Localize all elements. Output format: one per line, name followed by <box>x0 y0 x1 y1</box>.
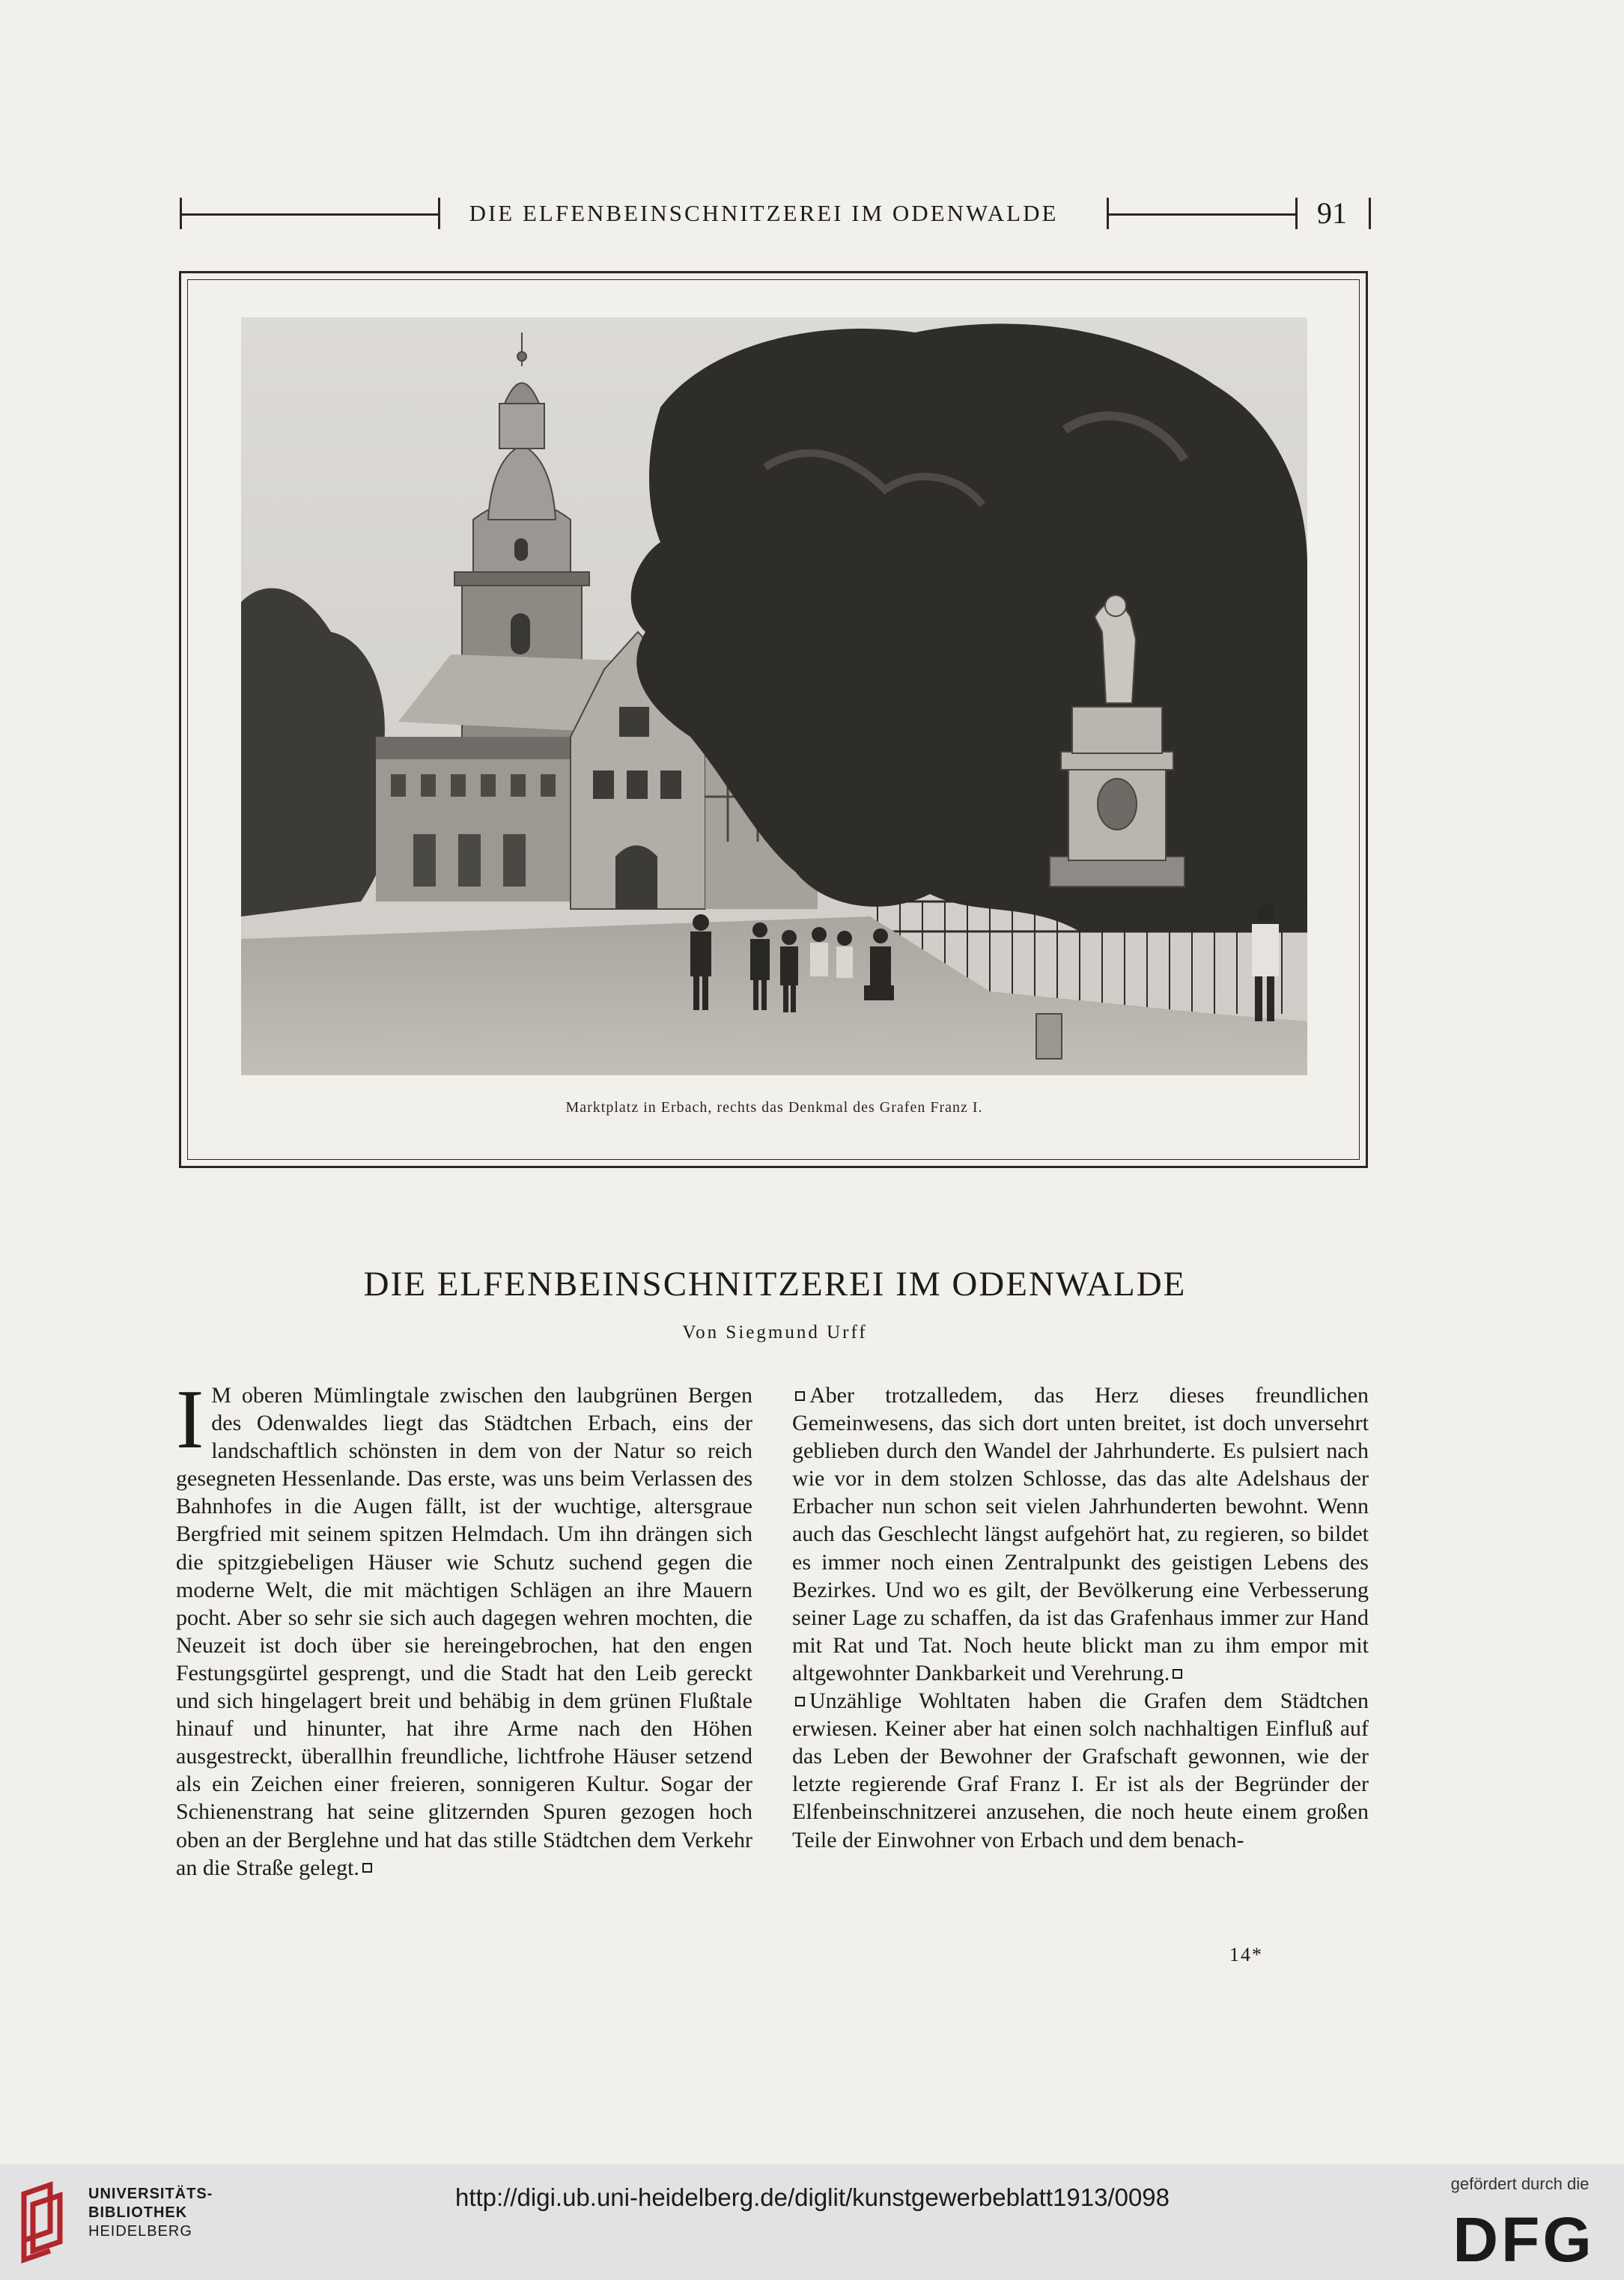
right-paragraph-1 <box>792 1381 1369 1687</box>
source-url-link[interactable]: http://digi.ub.uni-heidelberg.de/diglit/kunstgewerbeblatt1913/0098 <box>454 2183 1170 2211</box>
dfg-logo: DFG <box>1453 2204 1595 2275</box>
left-paragraph <box>176 1373 752 1882</box>
library-name <box>88 2185 213 2241</box>
signature-mark: 14* <box>1229 1944 1263 1966</box>
paragraph-start-mark <box>795 1391 805 1401</box>
article-byline: Von Siegmund Urff <box>682 1322 868 1343</box>
header-rule-right <box>1107 213 1295 216</box>
running-title: DIE ELFENBEINSCHNITZEREI IM ODENWALDE <box>469 200 1059 226</box>
library-line-2: BIBLIOTHEK <box>88 2204 188 2221</box>
right-paragraph-2-text: Unzählige Wohltaten haben die Grafen dem Städtchen erwiesen. Keiner aber hat einen solch nachhaltigen Einfluß auf das Leben der Bewohner der Grafschaft gewonnen, wie der letzte regierende Graf Franz I. Er ist als der Begründer der Elfenbeinschnitzerei anzusehen, die noch heute einem großen Teile der Einwohner von Erbach und dem benach- <box>792 1688 1369 1852</box>
university-library-logo <box>16 2179 76 2265</box>
paragraph-start-mark <box>795 1697 805 1706</box>
library-line-3: HEIDELBERG <box>88 2223 192 2240</box>
header-rule-right-end <box>1369 198 1371 229</box>
drop-cap: I <box>176 1373 204 1466</box>
running-header <box>180 193 1370 234</box>
market-square-photo <box>241 317 1307 1075</box>
left-paragraph-text: M oberen Mümlingtale zwischen den laubgrünen Bergen des Odenwaldes liegt das Städtchen Erbach, eins der landschaftlich schönsten in dem von der Natur so reich gesegneten Hessenlande. Das erste, was uns beim Verlassen des Bahnhofes in die Augen fällt, ist der wuchtige, altersgraue Bergfried mit seinem spitzen Helmdach. Um ihn drängen sich die spitzgiebeligen Häuser wie Schutz suchend gegen die moderne Welt, die mit mächtigen Schlägen an ihre Mauern pocht. Aber so sehr sie sich auch dagegen wehren mochten, die Neuzeit ist doch über sie hereingebrochen, hat den engen Festungsgürtel gesprengt, und die Stadt hat den Leib gereckt und sich hingelagert breit und behäbig in dem grünen Flußtale hinauf und hinunter, hat ihre Arme nach den Höhen ausgestreckt, überallhin freundliche, lichtfrohe Häuser setzend als ein Zeichen einer freieren, sonnigeren Kultur. Sogar der Schienenstrang hat seine glitzernden Spuren gezogen hoch oben an der Berglehne und hat das stille Städtchen dem Verkehr an die Straße gelegt. <box>176 1383 752 1880</box>
figure-caption: Marktplatz in Erbach, rechts das Denkmal des Grafen Franz I. <box>565 1099 983 1116</box>
header-rule-left <box>180 213 438 216</box>
article-title: DIE ELFENBEINSCHNITZEREI IM ODENWALDE <box>363 1265 1187 1304</box>
library-line-1: UNIVERSITÄTS- <box>88 2186 213 2202</box>
paragraph-end-mark <box>1173 1669 1182 1679</box>
left-column <box>176 1373 752 1882</box>
paragraph-end-mark <box>362 1863 372 1873</box>
right-column <box>792 1381 1369 1854</box>
right-paragraph-2 <box>792 1687 1369 1854</box>
right-paragraph-1-text: Aber trotzalledem, das Herz dieses freundlichen Gemeinwesens, das sich dort unten breitet, ist doch unversehrt geblieben durch den Wandel der Jahrhunderte. Es pulsiert nach wie vor in dem stolzen Schlosse, das das alte Adelshaus der Erbacher nun schon seit vielen Jahrhunderten bewohnt. Wenn auch das Geschlecht längst aufgehört hat, zu regieren, so bildet es immer noch einen Zentralpunkt des geistigen Lebens des Bezirkes. Und wo es gilt, der Bevölkerung eine Verbesserung seiner Lage zu schaffen, da ist das Grafenhaus immer zur Hand mit Rat und Tat. Noch heute blickt man zu ihm empor mit altgewohnter Dankbarkeit und Verehrung. <box>792 1383 1369 1685</box>
page-number: 91 <box>1317 196 1347 230</box>
funding-note: gefördert durch die <box>1450 2174 1590 2193</box>
